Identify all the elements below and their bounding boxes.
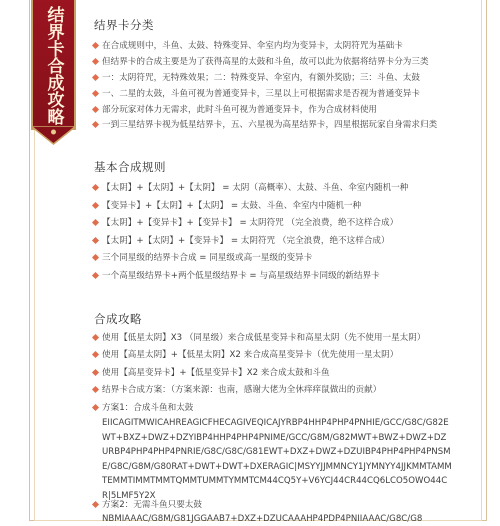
bullet-icon	[92, 201, 99, 208]
list-item: 结界卡合成方案：（方案来源：也南，感谢大佬为全休痒痒鼠做出的贡献）	[92, 383, 381, 397]
banner-ornament-icon	[31, 126, 76, 146]
bullet-icon	[92, 350, 99, 357]
list-item: 三个同星级的结界卡合成 = 同星级或高一星级的变异卡	[92, 251, 312, 265]
bullet-icon	[92, 403, 99, 410]
section-title-classification: 结界卡分类	[94, 18, 154, 32]
list-item: 使用【低星太阴】X3 （同星级）来合成低星变异卡和高星太阴（先不使用一星太阴）	[92, 331, 425, 345]
bullet-icon	[92, 500, 99, 507]
bullet-icon	[92, 385, 99, 392]
bullet-icon	[92, 253, 99, 260]
bullet-icon	[92, 41, 99, 48]
list-item: 一、二星的太鼓，斗鱼可视为普通变异卡，三星以上可根据需求是否视为普通变异卡	[92, 87, 420, 101]
bullet-icon	[92, 105, 99, 112]
bullet-icon	[92, 57, 99, 64]
list-item: 【太阴】+【太阴】+【变异卡】 = 太阴符咒 （完全浪费，绝不这样合成）	[92, 234, 390, 248]
list-item: 部分玩家对体力无需求，此时斗鱼可视为普通变异卡，作为合成材料使用	[92, 103, 377, 117]
list-item: 使用【高星变异卡】+【低星变异卡】X2 来合成太鼓和斗鱼	[92, 366, 330, 380]
bullet-icon	[92, 333, 99, 340]
bullet-icon	[92, 236, 99, 243]
list-item: 一个高星级结界卡+两个低星级结界卡 = 与高星级结界卡同级的新结界卡	[92, 269, 380, 283]
bullet-icon	[92, 120, 99, 127]
section-title-basic-rules: 基本合成规则	[94, 160, 166, 174]
list-item: 方案1：合成斗鱼和太鼓	[92, 401, 193, 415]
list-item: 【太阴】+【太阴】+【太阴】 = 太阴（高概率）、太鼓、斗鱼、伞室内随机一种	[92, 181, 408, 195]
section-title-strategy: 合成攻略	[94, 312, 142, 326]
list-item: 但结界卡的合成主要是为了获得高星的太鼓和斗鱼，故可以此为依据将结界卡分为三类	[92, 55, 429, 69]
title-banner	[31, 0, 76, 130]
plan-2-code: NBMIAAAC/G8M/G81JGGAAB7+DXZ+DZUCAAAHP4PDP4PNIIAAAC/G8C/G8	[102, 514, 423, 524]
bullet-icon	[92, 368, 99, 375]
bullet-icon	[92, 73, 99, 80]
banner-title: 结界卡合成攻略	[43, 6, 64, 125]
list-item: 【太阴】+【变异卡】+【变异卡】 = 太阴符咒 （完全浪费，绝不这样合成）	[92, 216, 398, 230]
plan-1-code: EIICAGITMWICAHREAGICFHECAGIVEQICAJYRBP4HHP4PHP4PNHIE/GCC/G8C/G82EWT+BXZ+DWZ+DZYIBP4HHP4PHP4PNIME/GCC/G8M/G82MWT+BWZ+DWZ+DZURBP4PHP4PHP4PNRIE/G8C/G8C/G81EWT+DXZ+DWZ+DZUIBP4PHP4PHP4PNSME/G8C/G8M/G80RAT+DWT+DWT+DXERAGIC|MSYYJJMMNCY1JYMNYY4JJKMMTAMMTEMMTIMMTMMTQMMTUMMTYMMTCM44CQ5Y+V6YCJ44CR44CQ6LCO5OWO44CR|5LMF5Y2X	[102, 418, 452, 501]
list-item: 方案2：无需斗鱼只要太鼓	[92, 498, 202, 512]
bullet-icon	[92, 183, 99, 190]
list-item: 【变异卡】+【太阴】+【太阴】 = 太鼓、斗鱼、伞室内中随机一种	[92, 199, 361, 213]
list-item: 一：太阴符咒，无特殊效果；二：特殊变异、伞室内，有额外奖励；三：斗鱼、太鼓	[92, 71, 420, 85]
bullet-icon	[92, 89, 99, 96]
list-item: 使用【高星太阴】+【低星太阴】X2 来合成高星变异卡（优先使用一星太阴）	[92, 348, 398, 362]
list-item: 一到三星结界卡视为低星结界卡，五、六星视为高星结界卡，四星根据玩家自身需求归类	[92, 118, 437, 132]
list-item: 在合成规则中，斗鱼、太鼓、特殊变异、伞室内均为变异卡，太阴符咒为基础卡	[92, 39, 403, 53]
bullet-icon	[92, 218, 99, 225]
bullet-icon	[92, 271, 99, 278]
